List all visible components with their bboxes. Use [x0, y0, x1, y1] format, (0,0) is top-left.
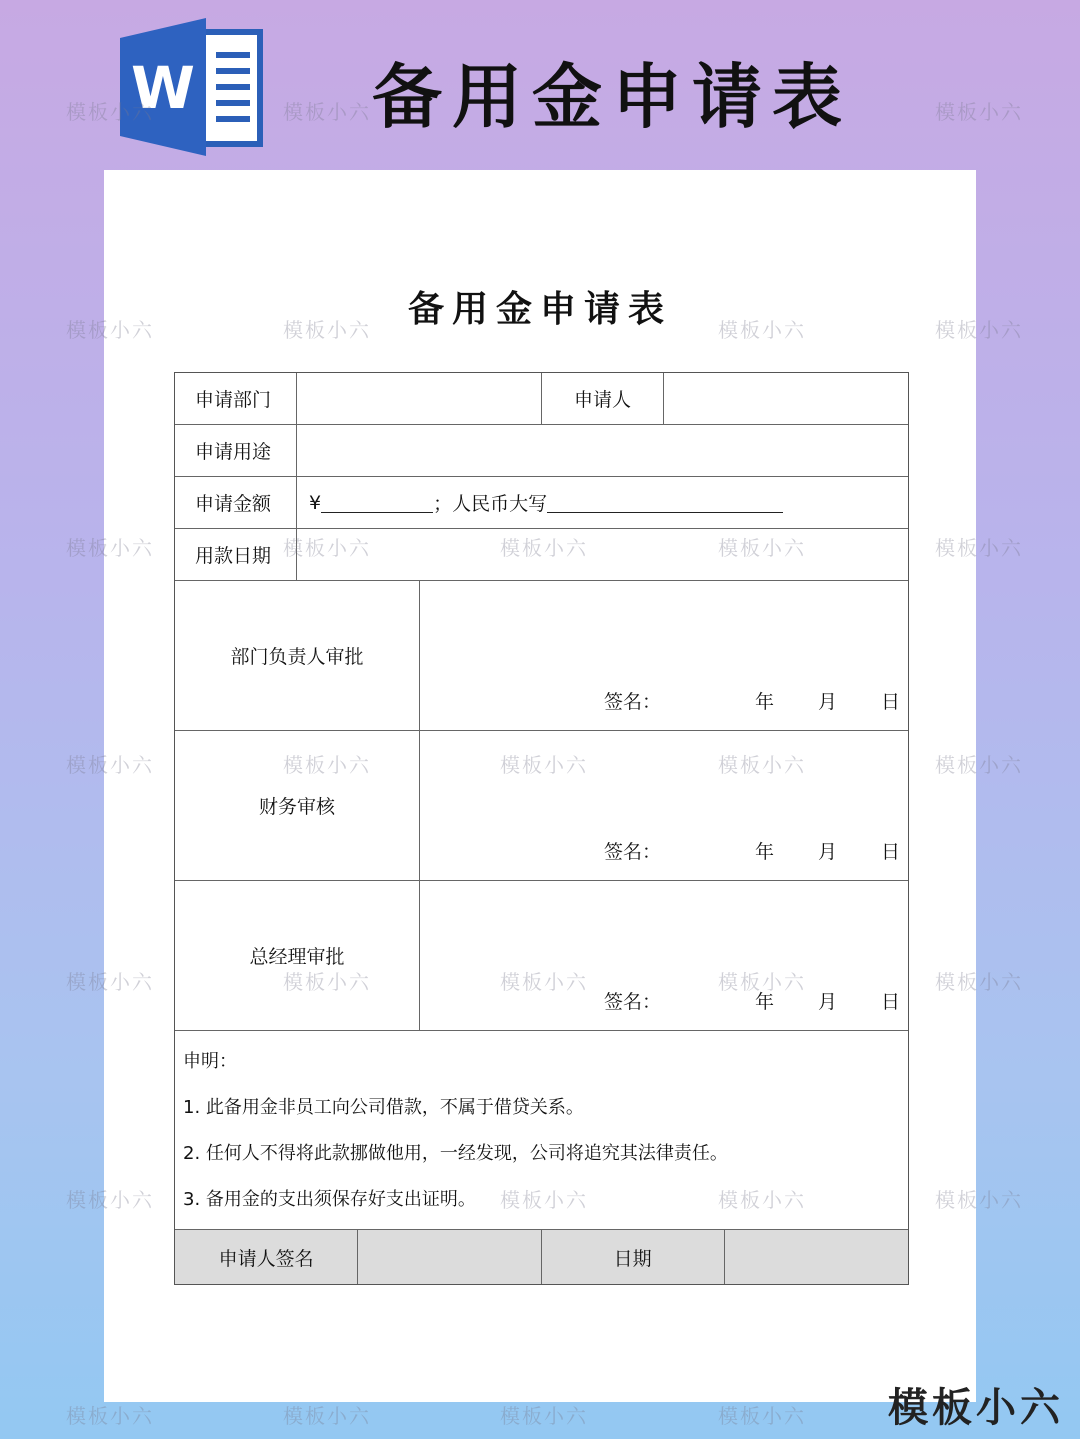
day-label: 日	[880, 691, 900, 713]
day-label: 日	[880, 841, 900, 863]
footer-signature-field[interactable]	[358, 1230, 541, 1284]
watermark: 模板小六	[283, 1404, 371, 1428]
watermark: 模板小六	[66, 318, 154, 342]
statement-item: 3. 备用金的支出须保存好支出证明。	[183, 1189, 476, 1210]
form-row-purpose	[175, 425, 908, 477]
watermark: 模板小六	[935, 100, 1023, 124]
footer-date-field[interactable]	[725, 1230, 908, 1284]
watermark: 模板小六	[718, 1188, 806, 1212]
month-label: 月	[817, 991, 837, 1013]
watermark: 模板小六	[500, 536, 588, 560]
approval-row-department-head	[175, 581, 908, 731]
watermark: 模板小六	[283, 100, 371, 124]
watermark: 模板小六	[66, 1188, 154, 1212]
amount-number-blank[interactable]	[321, 492, 433, 513]
watermark: 模板小六	[718, 536, 806, 560]
watermark: 模板小六	[66, 100, 154, 124]
amount-words-blank[interactable]	[547, 492, 783, 513]
department-field[interactable]	[297, 373, 542, 424]
watermark: 模板小六	[935, 536, 1023, 560]
watermark: 模板小六	[935, 318, 1023, 342]
approval-field[interactable]	[420, 731, 908, 880]
year-label: 年	[754, 841, 774, 863]
application-form	[174, 372, 909, 1285]
watermark: 模板小六	[935, 1188, 1023, 1212]
approval-field[interactable]	[420, 881, 908, 1030]
purpose-field[interactable]	[297, 425, 908, 476]
month-label: 月	[817, 841, 837, 863]
date-markers	[711, 687, 900, 714]
signature-label: 签名：	[604, 691, 662, 713]
watermark: 模板小六	[935, 970, 1023, 994]
document-title: 备用金申请表	[407, 289, 672, 330]
date-field[interactable]	[297, 529, 908, 580]
applicant-label: 申请人	[542, 373, 664, 424]
watermark: 模板小六	[500, 753, 588, 777]
approval-row-general-manager	[175, 881, 908, 1031]
day-label: 日	[880, 991, 900, 1013]
watermark: 模板小六	[283, 970, 371, 994]
watermark: 模板小六	[935, 753, 1023, 777]
watermark: 模板小六	[283, 318, 371, 342]
date-label: 用款日期	[175, 529, 297, 580]
applicant-field[interactable]	[664, 373, 908, 424]
amount-label: 申请金额	[175, 477, 297, 528]
footer-signature-label: 申请人签名	[175, 1230, 358, 1284]
amount-separator: ；人民币大写	[433, 493, 548, 515]
word-app-icon	[120, 16, 265, 158]
approval-label: 总经理审批	[175, 881, 420, 1030]
watermark: 模板小六	[283, 753, 371, 777]
signature-label: 签名：	[604, 841, 662, 863]
watermark: 模板小六	[718, 1404, 806, 1428]
watermark: 模板小六	[500, 1404, 588, 1428]
watermark: 模板小六	[718, 753, 806, 777]
amount-prefix: ¥	[309, 491, 322, 514]
brand-mark: 模板小六	[888, 1385, 1064, 1431]
approval-label: 部门负责人审批	[175, 581, 420, 730]
watermark: 模板小六	[718, 970, 806, 994]
department-label: 申请部门	[175, 373, 297, 424]
approval-label: 财务审核	[175, 731, 420, 880]
date-markers	[711, 837, 900, 864]
month-label: 月	[817, 691, 837, 713]
word-logo-letter: W	[131, 54, 195, 122]
watermark: 模板小六	[718, 318, 806, 342]
statement-title: 申明：	[183, 1051, 237, 1072]
amount-field[interactable]	[297, 477, 908, 528]
watermark: 模板小六	[66, 536, 154, 560]
year-label: 年	[754, 691, 774, 713]
footer-date-label: 日期	[542, 1230, 725, 1284]
watermark: 模板小六	[283, 536, 371, 560]
watermark: 模板小六	[500, 1188, 588, 1212]
form-row-department	[175, 373, 908, 425]
approval-field[interactable]	[420, 581, 908, 730]
watermark: 模板小六	[66, 970, 154, 994]
watermark: 模板小六	[500, 970, 588, 994]
footer-row	[175, 1230, 908, 1284]
year-label: 年	[754, 991, 774, 1013]
watermark: 模板小六	[66, 753, 154, 777]
banner-title: 备用金申请表	[372, 55, 852, 138]
signature-label: 签名：	[604, 991, 662, 1013]
purpose-label: 申请用途	[175, 425, 297, 476]
watermark: 模板小六	[66, 1404, 154, 1428]
form-row-amount	[175, 477, 908, 529]
statement-item: 2. 任何人不得将此款挪做他用，一经发现，公司将追究其法律责任。	[183, 1143, 728, 1164]
statement-item: 1. 此备用金非员工向公司借款，不属于借贷关系。	[183, 1097, 584, 1118]
